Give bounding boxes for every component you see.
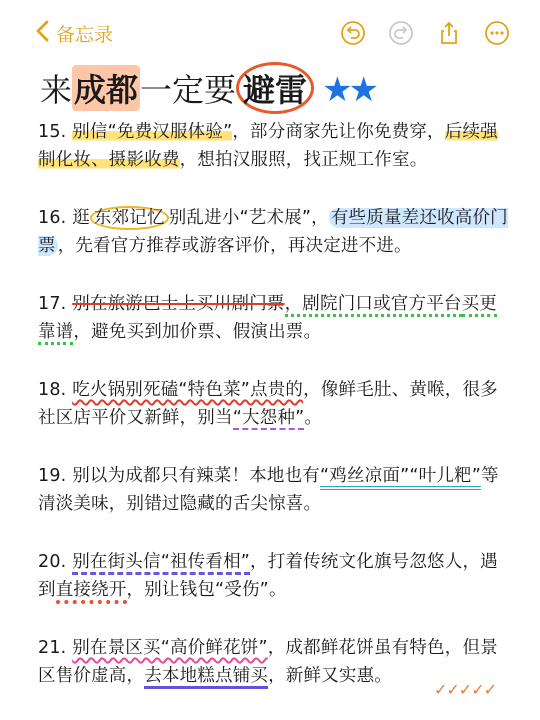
title-pre: 来	[40, 71, 73, 109]
tip-circled: 东郊记忆	[90, 206, 169, 230]
tip-highlight: 有些质量差还收高价门票	[38, 208, 508, 256]
more-icon[interactable]	[484, 20, 510, 46]
share-icon[interactable]	[436, 20, 462, 46]
tip-18	[38, 376, 508, 432]
tip-text: 别以为成都只有辣菜！本地也有	[72, 466, 321, 486]
tip-underline: 买更靠谱	[38, 294, 497, 345]
tip-15	[38, 118, 508, 174]
title-mid: 一定要	[140, 71, 237, 109]
tip-strikethrough: 别在旅游巴士上买川剧门票	[72, 294, 285, 314]
tip-17	[38, 290, 508, 346]
tip-text: ，新鲜又实惠。	[268, 666, 393, 686]
undo-icon[interactable]	[340, 20, 366, 46]
tip-text: ，成都鲜花饼虽有特色，但景区售价虚高，	[38, 638, 498, 686]
tip-text: 。	[304, 408, 323, 428]
tip-text: ，先看官方推荐或游客评价，再决定进不进。	[57, 236, 412, 256]
toolbar	[0, 0, 540, 64]
title-highlight-chengdu: 成都	[72, 65, 140, 111]
tip-highlight: 别信“免费汉服体验”	[72, 122, 233, 142]
checkmark-icon: ✓✓✓✓✓	[433, 680, 496, 699]
note-title	[40, 62, 375, 108]
tip-underline: 别在街头信“祖传看相”	[72, 552, 250, 575]
tip-underline: 直接绕开	[56, 580, 127, 604]
tip-underline: ，剧院门口或官方平台	[285, 294, 462, 317]
tip-highlight: 后续强制化妆、摄影收费	[38, 122, 498, 170]
tip-text: 别乱进小“艺术展”，	[168, 208, 329, 228]
back-label: 备忘录	[56, 24, 114, 46]
tip-number: 16.	[38, 208, 67, 228]
tip-text: 等清淡美味，别错过隐藏的舌尖惊喜。	[38, 466, 499, 514]
tip-underline: 去本地糕点铺买	[144, 666, 268, 689]
tip-20	[38, 548, 508, 604]
tip-16	[38, 204, 508, 260]
tip-text: ，像鲜毛肚、黄喉，很多社区店平价又新鲜，别当	[38, 380, 498, 428]
tip-underline: 别在景区买“高价鲜花饼”	[72, 638, 268, 658]
tip-19	[38, 462, 508, 518]
redo-icon[interactable]	[388, 20, 414, 46]
tip-text: ，别让钱包“受伤”。	[126, 580, 287, 600]
tip-number: 17.	[38, 294, 67, 314]
tip-text: ，避免买到加价票、假演出票。	[73, 322, 322, 342]
title-highlight-avoid: 避雷	[236, 62, 314, 114]
tip-text: ，部分商家先让你免费穿，	[232, 122, 445, 142]
tip-underline: “大怨种”	[232, 408, 305, 428]
tip-text: ，想拍汉服照，找正规工作室。	[179, 150, 428, 170]
tip-text: 逛	[72, 208, 90, 228]
tip-text: ，打着传统文化旗号忽悠人，遇到	[38, 552, 498, 600]
chevron-left-icon	[34, 20, 52, 47]
note-body	[38, 118, 508, 720]
tip-number: 19.	[38, 466, 67, 486]
tip-number: 20.	[38, 552, 67, 572]
tip-number: 21.	[38, 638, 67, 658]
tip-underline: 吃火锅别死磕“特色菜”点贵的	[72, 380, 304, 400]
tip-21	[38, 634, 508, 699]
tip-underline: “鸡丝凉面”“叶儿粑”	[320, 466, 481, 490]
back-button[interactable]	[34, 20, 113, 47]
tip-number: 18.	[38, 380, 67, 400]
star-icon: ★★	[322, 70, 376, 110]
tip-number: 15.	[38, 122, 67, 142]
